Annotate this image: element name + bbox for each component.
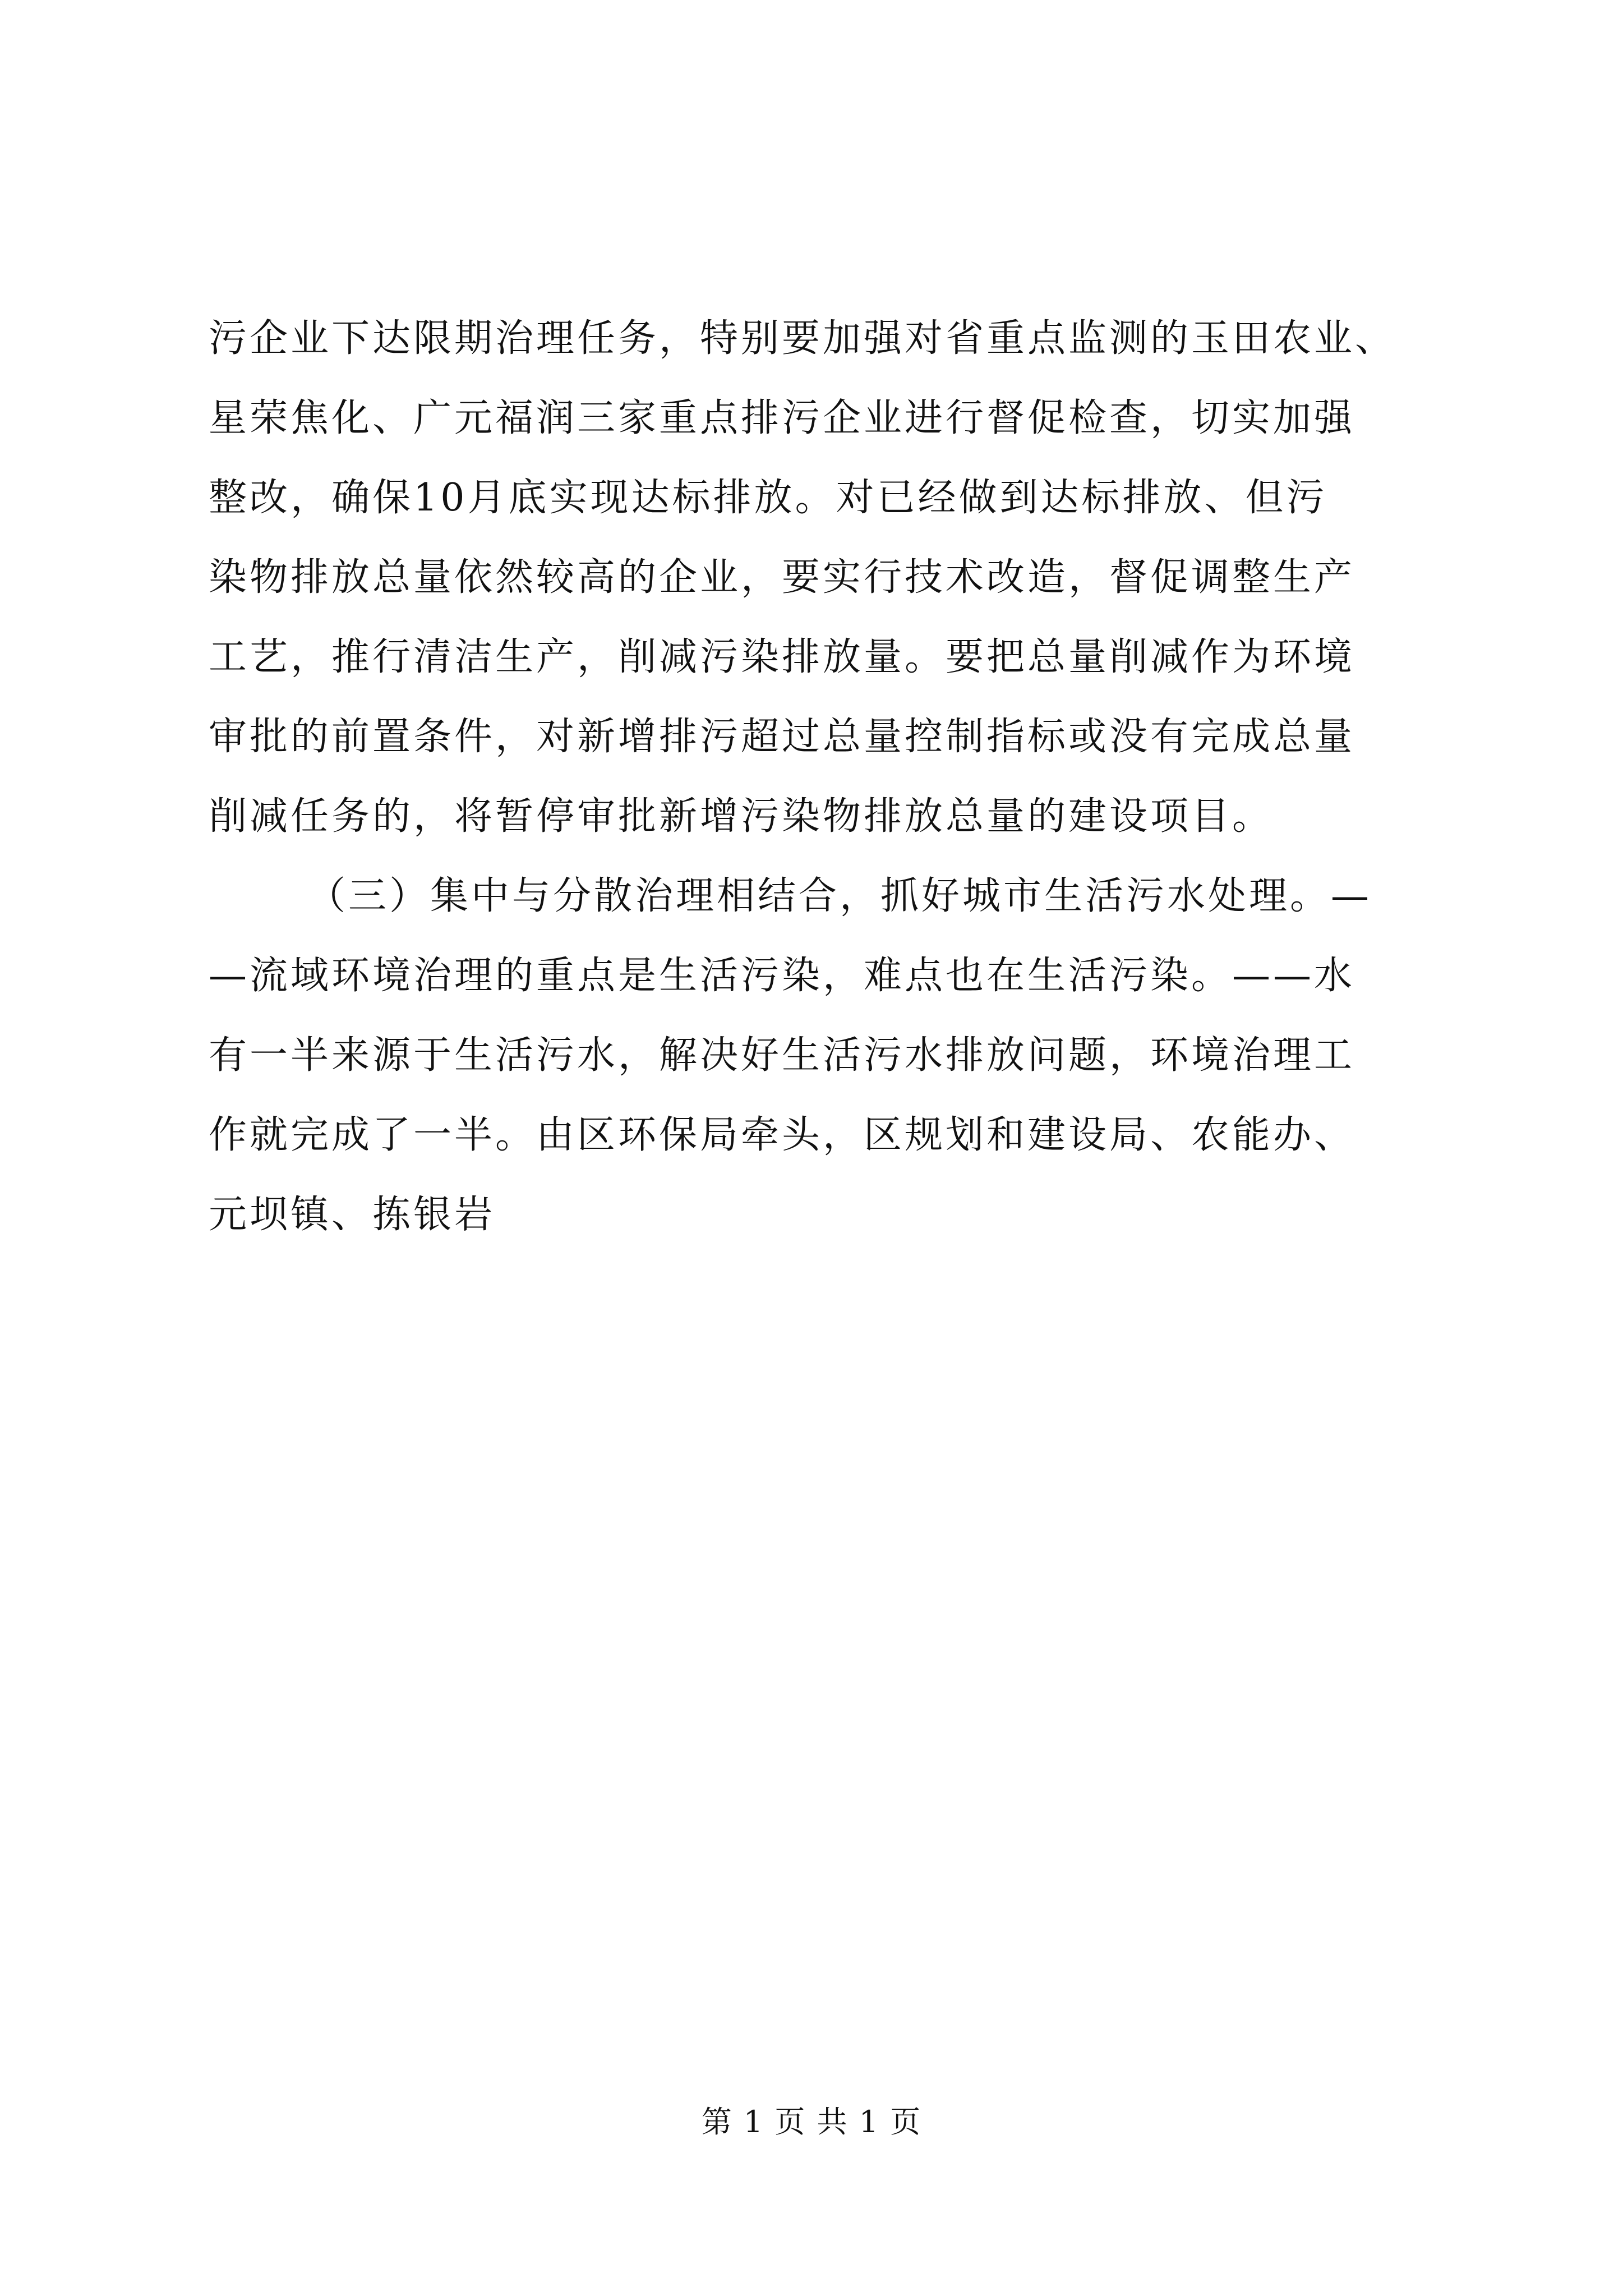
text-line-7: 削减任务的，将暂停审批新增污染物排放总量的建设项目。	[209, 794, 1274, 839]
text-line-3: 整改，确保10月底实现达标排放。对已经做到达标排放、但污	[209, 476, 1327, 520]
text-line-2: 星荣焦化、广元福润三家重点排污企业进行督促检查，切实加强	[209, 396, 1355, 440]
text-line-9: —流域环境治理的重点是生活污染，难点也在生活污染。——水	[209, 954, 1355, 998]
text-line-5: 工艺，推行清洁生产，削减污染排放量。要把总量削减作为环境	[209, 635, 1355, 679]
text-line-12: 元坝镇、拣银岩	[209, 1193, 496, 1237]
text-line-10: 有一半来源于生活污水，解决好生活污水排放问题，环境治理工	[209, 1033, 1355, 1078]
text-line-4: 染物排放总量依然较高的企业，要实行技术改造，督促调整生产	[209, 555, 1355, 600]
text-line-11: 作就完成了一半。由区环保局牵头，区规划和建设局、农能办、	[209, 1113, 1355, 1157]
text-line-1: 污企业下达限期治理任务，特别要加强对省重点监测的玉田农业、	[209, 316, 1396, 361]
text-line-8: （三）集中与分散治理相结合，抓好城市生活污水处理。—	[307, 874, 1372, 918]
text-line-6: 审批的前置条件，对新增排污超过总量控制指标或没有完成总量	[209, 715, 1355, 759]
page-footer: 第 1 页 共 1 页	[701, 2104, 922, 2139]
